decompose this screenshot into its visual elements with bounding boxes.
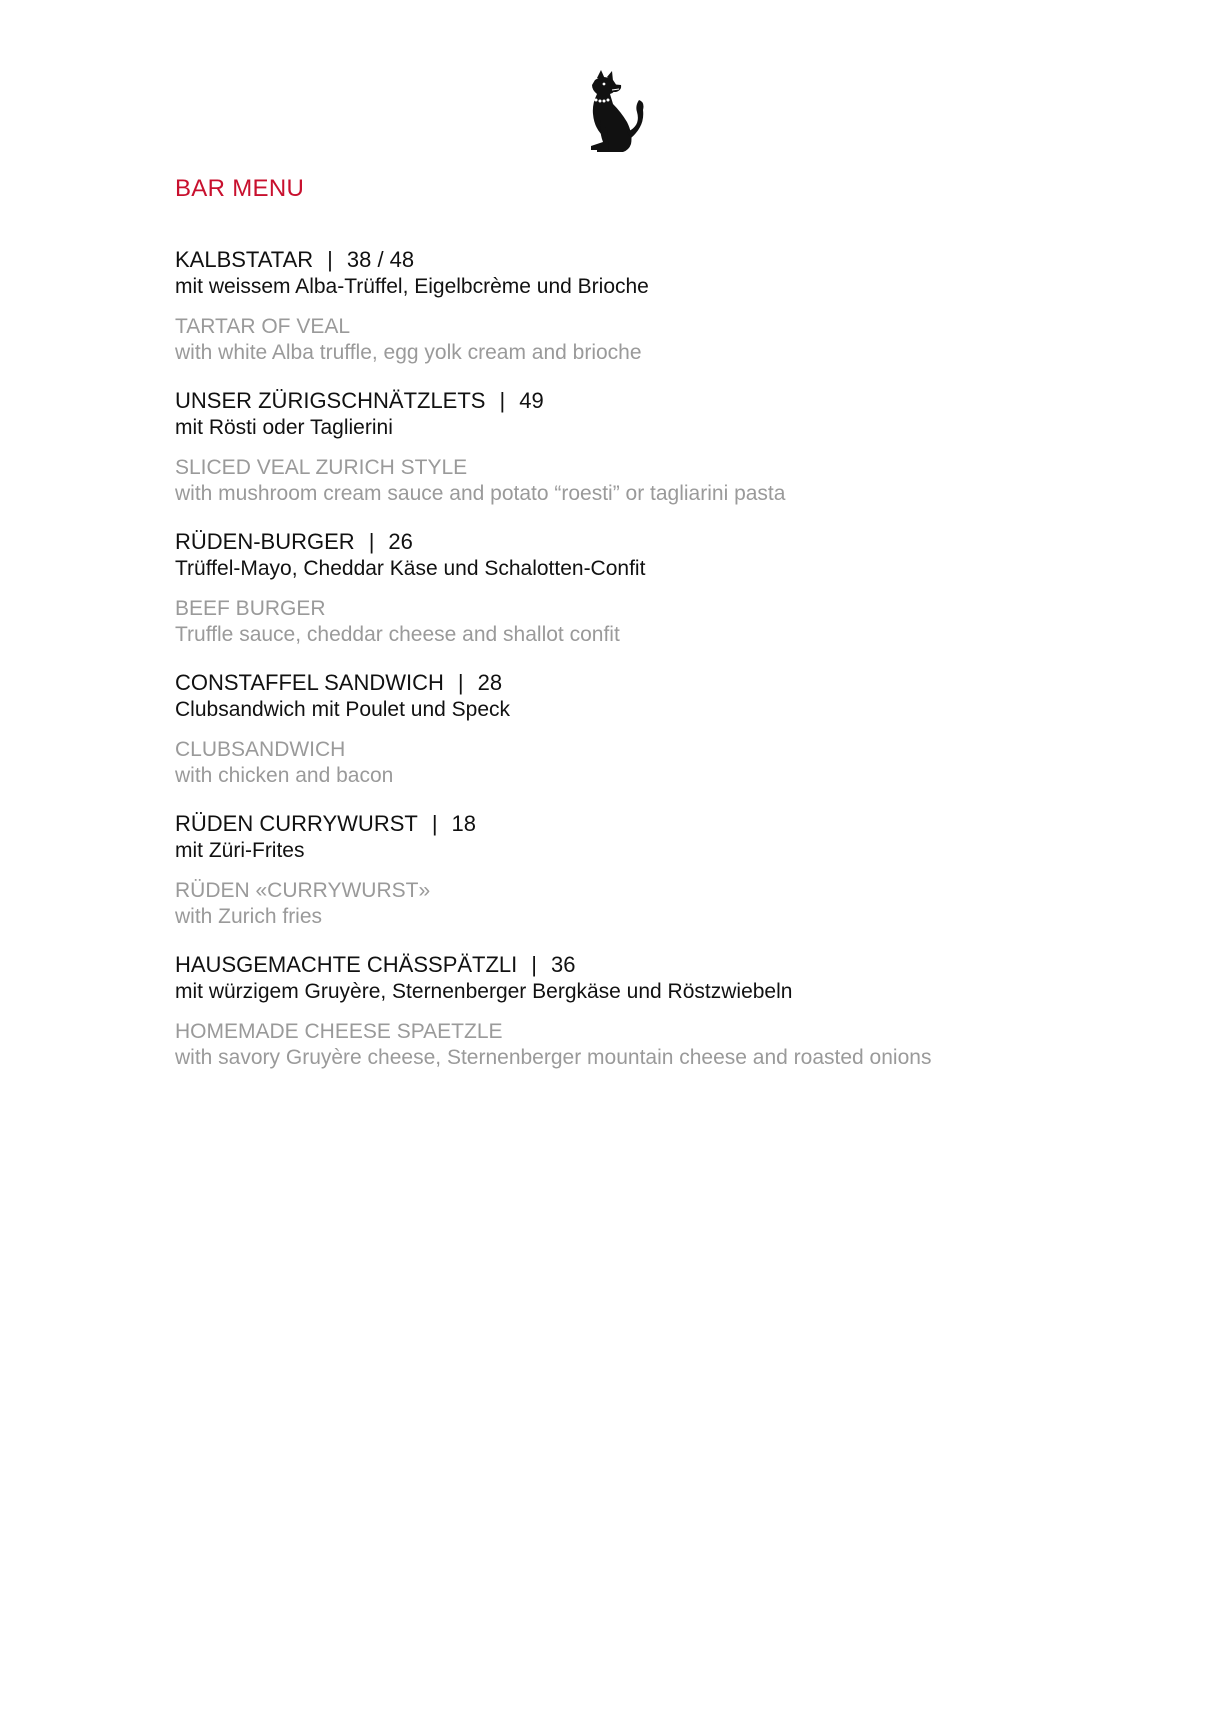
- item-heading: [175, 951, 1075, 979]
- item-english-block: [175, 455, 1075, 507]
- item-description-en: with Zurich fries: [175, 905, 323, 928]
- menu-list: [175, 246, 1075, 1092]
- menu-item: [175, 387, 1075, 507]
- item-name: UNSER ZÜRIGSCHNÄTZLETS: [175, 388, 486, 413]
- item-description-en: with chicken and bacon: [175, 764, 394, 787]
- item-description-en: Truffle sauce, cheddar cheese and shallot confit: [175, 623, 620, 646]
- item-description-de: Clubsandwich mit Poulet und Speck: [175, 698, 511, 721]
- item-price: 49: [519, 388, 544, 413]
- item-heading: [175, 246, 1075, 274]
- menu-item: [175, 810, 1075, 930]
- item-description-de: mit Rösti oder Taglierini: [175, 416, 393, 439]
- item-description-de: mit Züri-Frites: [175, 839, 305, 862]
- item-price: 38 / 48: [346, 247, 415, 272]
- item-heading: [175, 810, 1075, 838]
- menu-item: [175, 528, 1075, 648]
- item-description-de: mit weissem Alba-Trüffel, Eigelbcrème und Brioche: [175, 275, 649, 298]
- item-english-block: [175, 737, 1075, 789]
- price-separator: |: [457, 670, 464, 695]
- price-separator: |: [499, 388, 506, 413]
- item-description-de: mit würzigem Gruyère, Sternenberger Bergkäse und Röstzwiebeln: [175, 980, 793, 1003]
- item-name: RÜDEN-BURGER: [175, 529, 355, 554]
- item-heading: [175, 528, 1075, 556]
- item-name-en: SLICED VEAL ZURICH STYLE: [175, 456, 468, 479]
- price-separator: |: [368, 529, 375, 554]
- item-description-en: with savory Gruyère cheese, Sternenberger mountain cheese and roasted onions: [175, 1046, 932, 1069]
- price-separator: |: [531, 952, 537, 977]
- item-english-block: [175, 314, 1075, 366]
- dog-crest-icon: [583, 70, 647, 152]
- item-english-block: [175, 1019, 1075, 1071]
- item-name-en: BEEF BURGER: [175, 597, 326, 620]
- item-name: CONSTAFFEL SANDWICH: [175, 670, 444, 695]
- item-heading: [175, 387, 1075, 415]
- item-english-block: [175, 878, 1075, 930]
- item-name: RÜDEN CURRYWURST: [175, 811, 418, 836]
- item-name-en: TARTAR OF VEAL: [175, 315, 351, 338]
- item-name: KALBSTATAR: [175, 247, 314, 272]
- item-description-de: Trüffel-Mayo, Cheddar Käse und Schalotten-Confit: [175, 557, 646, 580]
- item-heading: [175, 669, 1075, 697]
- menu-item: [175, 246, 1075, 366]
- item-description-en: with mushroom cream sauce and potato “roesti” or tagliarini pasta: [175, 482, 786, 505]
- menu-item: [175, 669, 1075, 789]
- item-name-en: CLUBSANDWICH: [175, 738, 346, 761]
- item-price: 26: [388, 529, 413, 554]
- item-name: HAUSGEMACHTE CHÄSSPÄTZLI: [175, 952, 518, 977]
- item-price: 36: [551, 952, 576, 977]
- menu-item: [175, 951, 1075, 1071]
- item-name-en: HOMEMADE CHEESE SPAETZLE: [175, 1020, 503, 1043]
- item-english-block: [175, 596, 1075, 648]
- price-separator: |: [327, 247, 333, 272]
- item-description-en: with white Alba truffle, egg yolk cream and brioche: [175, 341, 642, 364]
- item-price: 18: [451, 811, 477, 836]
- menu-title: BAR MENU: [175, 175, 305, 202]
- item-name-en: RÜDEN «CURRYWURST»: [175, 879, 431, 902]
- price-separator: |: [431, 811, 438, 836]
- item-price: 28: [477, 670, 503, 695]
